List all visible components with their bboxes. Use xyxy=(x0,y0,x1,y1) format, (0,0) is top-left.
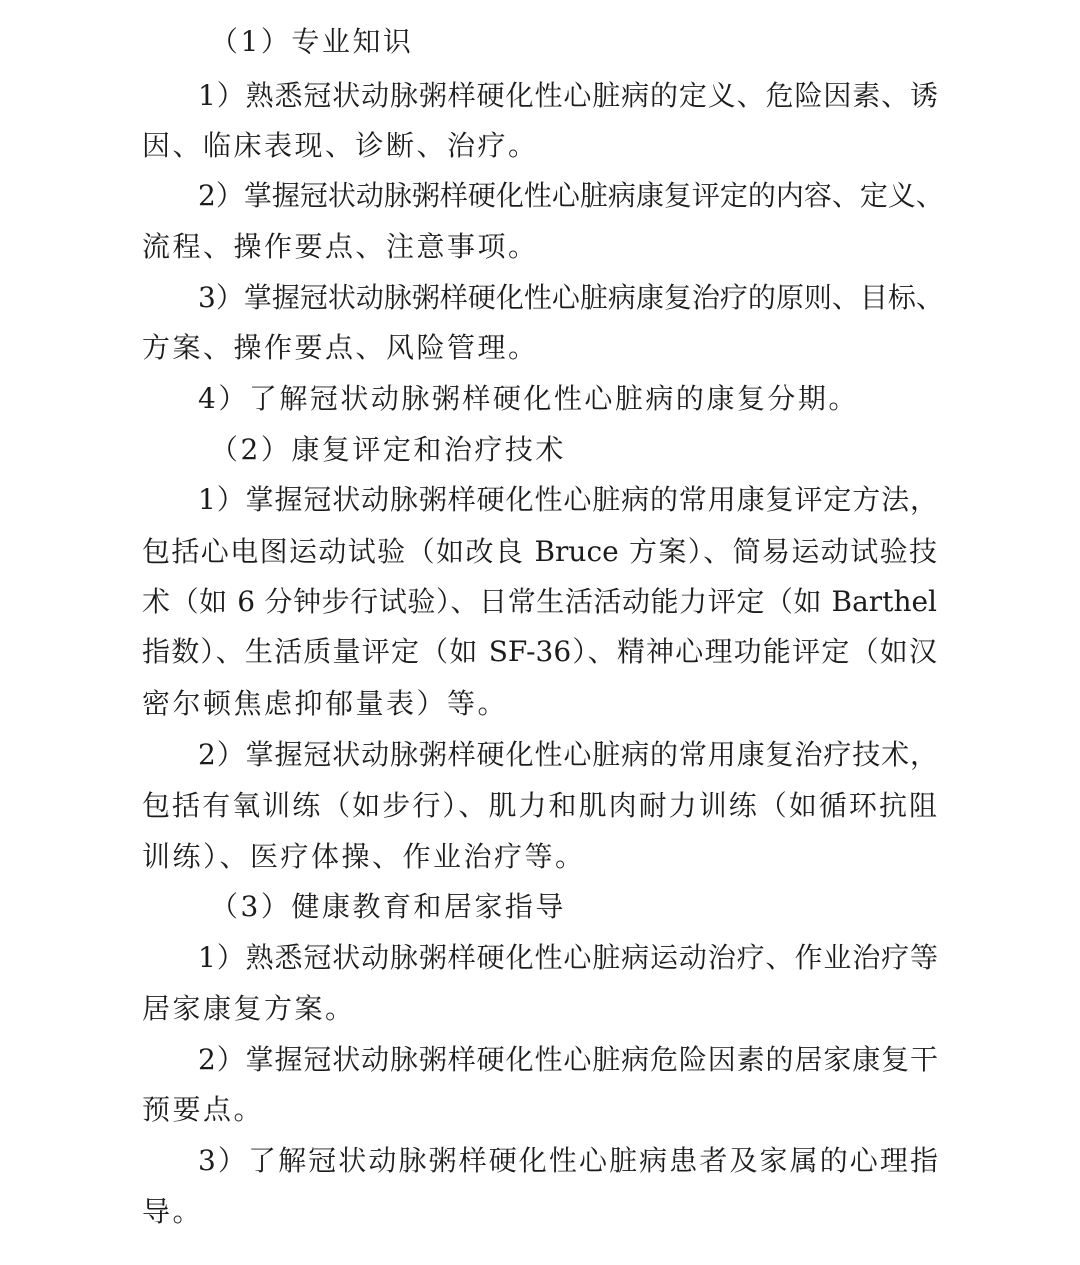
paragraph-line: 包括心电图运动试验（如改良 Bruce 方案）、简易运动试验技 xyxy=(142,535,937,568)
paragraph-line: 预要点。 xyxy=(142,1093,265,1126)
paragraph-line: 3）掌握冠状动脉粥样硬化性心脏病康复治疗的原则、目标、 xyxy=(198,281,944,314)
paragraph-line: 居家康复方案。 xyxy=(142,992,356,1025)
paragraph-line: 流程、操作要点、注意事项。 xyxy=(142,230,539,263)
paragraph-line: 术（如 6 分钟步行试验）、日常生活活动能力评定（如 Barthel xyxy=(142,585,937,618)
paragraph-line: 2）掌握冠状动脉粥样硬化性心脏病的常用康复治疗技术， xyxy=(198,738,938,771)
paragraph-line: 4）了解冠状动脉粥样硬化性心脏病的康复分期。 xyxy=(198,382,859,415)
section-heading: （1）专业知识 xyxy=(210,25,414,58)
paragraph-line: 3）了解冠状动脉粥样硬化性心脏病患者及家属的心理指 xyxy=(198,1144,938,1177)
paragraph-line: 1）熟悉冠状动脉粥样硬化性心脏病运动治疗、作业治疗等 xyxy=(198,941,938,974)
paragraph-line: 因、临床表现、诊断、治疗。 xyxy=(142,129,539,162)
paragraph-line: 训练）、医疗体操、作业治疗等。 xyxy=(142,840,586,873)
paragraph-line: 密尔顿焦虑抑郁量表）等。 xyxy=(142,687,509,720)
paragraph-line: 方案、操作要点、风险管理。 xyxy=(142,331,539,364)
paragraph-line: 1）熟悉冠状动脉粥样硬化性心脏病的定义、危险因素、诱 xyxy=(198,79,938,112)
paragraph-line: 指数）、生活质量评定（如 SF-36）、精神心理功能评定（如汉 xyxy=(142,635,937,668)
paragraph-line: 包括有氧训练（如步行）、肌力和肌肉耐力训练（如循环抗阻 xyxy=(142,789,937,822)
paragraph-line: 2）掌握冠状动脉粥样硬化性心脏病康复评定的内容、定义、 xyxy=(198,179,944,212)
paragraph-line: 1）掌握冠状动脉粥样硬化性心脏病的常用康复评定方法， xyxy=(198,483,938,516)
paragraph-line: 2）掌握冠状动脉粥样硬化性心脏病危险因素的居家康复干 xyxy=(198,1043,938,1076)
section-heading: （2）康复评定和治疗技术 xyxy=(210,433,566,466)
paragraph-line: 导。 xyxy=(142,1195,204,1228)
section-heading: （3）健康教育和居家指导 xyxy=(210,890,566,923)
